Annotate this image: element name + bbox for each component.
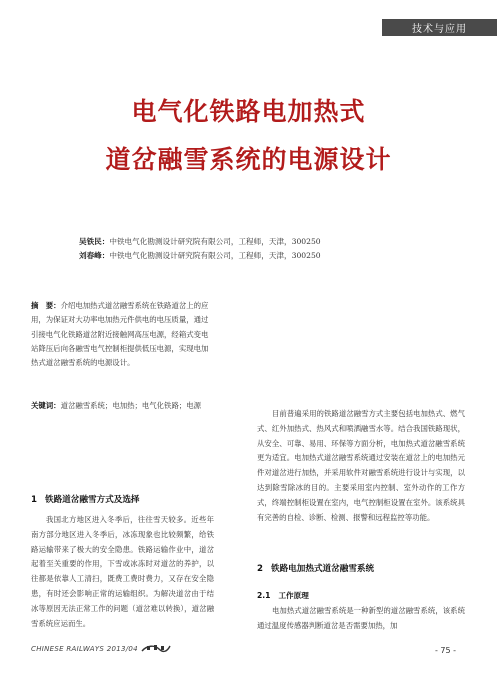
abstract-text: 介绍电加热式道岔融雪系统在铁路道岔上的应用，为保证对大功率电加热元件供电的电压质量，通过引接电气化铁路道岔附近接触网高压电源，经箱式变电站降压后向各融雪电气控制柜提供低压电源，实现电加热式道岔融雪系统的电源设计。	[31, 301, 209, 368]
section-tag: 技术与应用	[382, 19, 497, 36]
journal-footer: CHINESE RAILWAYS 2013/04	[31, 645, 138, 653]
section-1-heading	[31, 493, 140, 505]
section-title: 铁路电加热式道岔融雪系统	[270, 564, 375, 574]
subsection-number: 2.1	[257, 591, 271, 600]
author-name: 吴铁民：	[79, 237, 110, 246]
author-affiliation: 中铁电气化勘测设计研究院有限公司，工程师，天津，300250	[109, 237, 321, 246]
keywords-text: 道岔融雪系统；电加热；电气化铁路；电源	[60, 401, 202, 410]
page-number: - 75 -	[435, 646, 457, 655]
author-row	[79, 250, 321, 261]
section-1-paragraph: 我国北方地区进入冬季后，往往雪天较多。近些年南方部分地区进入冬季后，冰冻现象也比较频繁，给铁路运输带来了极大的安全隐患。铁路运输作业中，道岔起着至关重要的作用，下雪或冰冻时对道岔的养护，以往都是依靠人工清扫，既费工费时费力，又存在安全隐患，有时还会影响正常的运输组织。为解决道岔由于结冰等原因无法正常工作的问题（道岔难以转换），道岔融雪系统应运而生。	[31, 515, 214, 628]
author-row	[79, 236, 321, 247]
journal-logo	[141, 643, 171, 653]
article-title-line-2: 道岔融雪系统的电源设计	[105, 145, 392, 174]
article-title-line-1: 电气化铁路电加热式	[131, 97, 366, 126]
section-number: 1	[31, 495, 37, 505]
keywords-label: 关键词：	[31, 401, 61, 410]
subsection-title: 工作原理	[278, 591, 309, 600]
section-number: 2	[257, 564, 263, 574]
abstract-label: 摘 要：	[31, 301, 61, 310]
abstract	[31, 299, 214, 370]
author-name: 刘春峰：	[79, 251, 110, 260]
right-column-paragraph-1: 目前普遍采用的铁路道岔融雪方式主要包括电加热式、燃气式、红外加热式、热风式和喷洒融雪水等。结合我国铁路现状，从安全、可靠、易用、环保等方面分析，电加热式道岔融雪系统更为适宜。电加热式道岔融雪系统通过安装在道岔上的电加热元件对道岔进行加热，并采用软件对融雪系统进行设计与实现，以达到除雪除冰的目的。主要采用室内控制、室外动作的工作方式，终端控制柜设置在室内，电气控制柜设置在室外。该系统具有完善的自检、诊断、检测、报警和远程监控等功能。	[257, 409, 465, 522]
subsection-2-1-heading	[257, 590, 309, 601]
author-affiliation: 中铁电气化勘测设计研究院有限公司，工程师，天津，300250	[109, 251, 321, 260]
keywords	[31, 399, 214, 413]
section-title: 铁路道岔融雪方式及选择	[44, 495, 140, 505]
right-column-paragraph-2: 电加热式道岔融雪系统是一种新型的道岔融雪系统，该系统通过温度传感器判断道岔是否需要加热，加	[257, 606, 465, 630]
section-2-heading	[257, 562, 374, 574]
